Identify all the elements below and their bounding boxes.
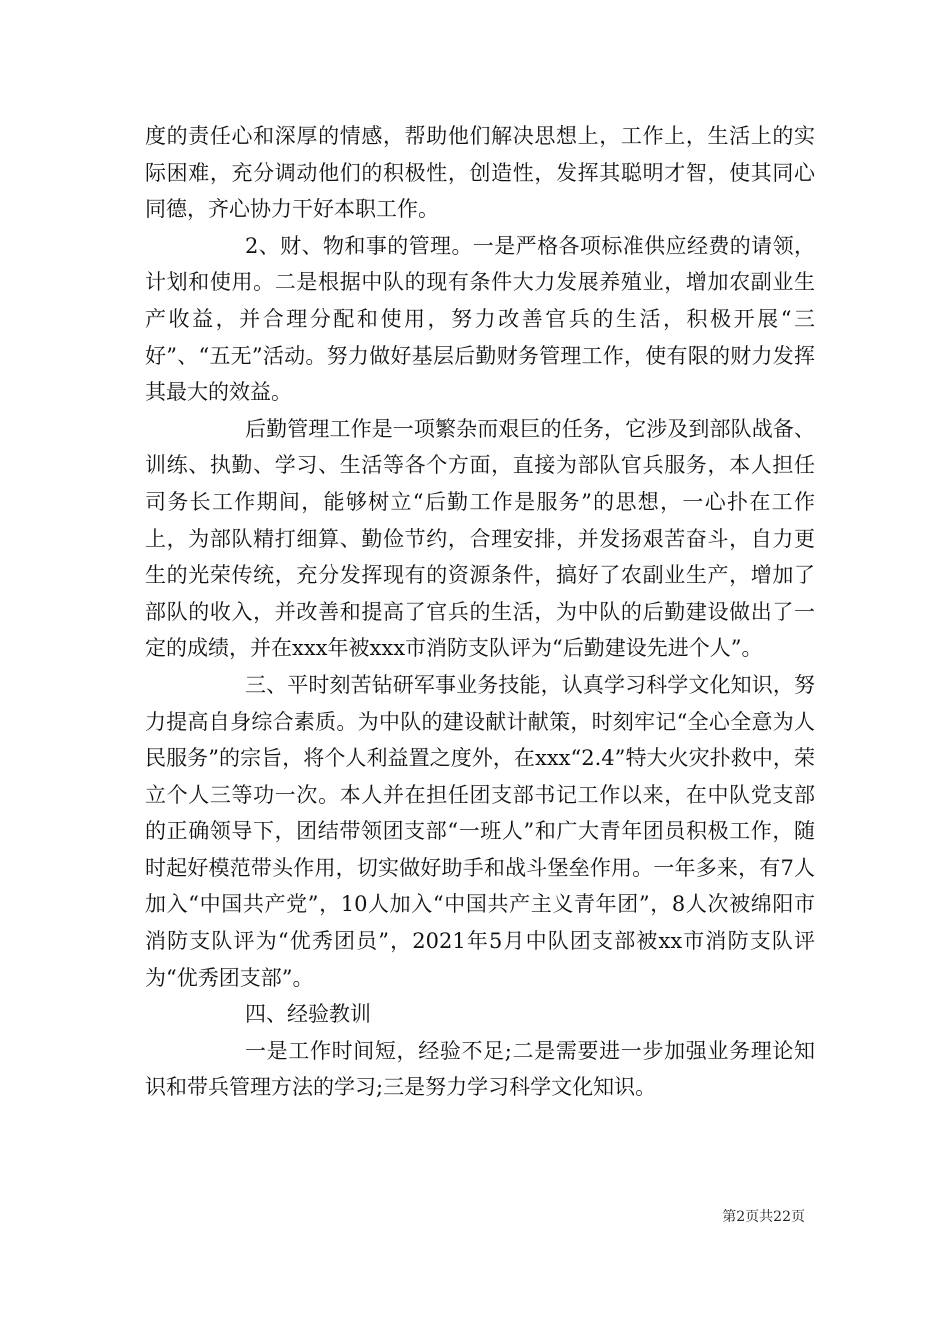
- page-number: 第2页共22页: [722, 1209, 805, 1225]
- section-heading-lessons: 四、经验教训: [245, 1002, 371, 1027]
- paragraph-finance-management: 2、财、物和事的管理。一是严格各项标准供应经费的请领，计划和使用。二是根据中队的现有条件大力发展养殖业，增加农副业生产收益，并合理分配和使用，努力改善官兵的生活，积极开展“三好”、“五无”活动。努力做好基层后勤财务管理工作，使有限的财力发挥其最大的效益。: [145, 233, 815, 405]
- paragraph-lessons: 一是工作时间短，经验不足;二是需要进一步加强业务理论知识和带兵管理方法的学习;三是努力学习科学文化知识。: [145, 1038, 815, 1100]
- document-body: [145, 118, 815, 1106]
- paragraph-section-three: 三、平时刻苦钻研军事业务技能，认真学习科学文化知识，努力提高自身综合素质。为中队的建设献计献策，时刻牢记“全心全意为人民服务”的宗旨，将个人利益置之度外，在xxx“2.4”特大火灾扑救中，荣立个人三等功一次。本人并在担任团支部书记工作以来，在中队党支部的正确领导下，团结带领团支部“一班人”和广大青年团员积极工作，随时起好模范带头作用，切实做好助手和战斗堡垒作用。一年多来，有7人加入“中国共产党”，10人加入“中国共产主义青年团”，8人次被绵阳市消防支队评为“优秀团员”，2021年5月中队团支部被xx市消防支队评为“优秀团支部”。: [145, 672, 815, 990]
- paragraph-logistics-work: 后勤管理工作是一项繁杂而艰巨的任务，它涉及到部队战备、训练、执勤、学习、生活等各个方面，直接为部队官兵服务，本人担任司务长工作期间，能够树立“后勤工作是服务”的思想，一心扑在工作上，为部队精打细算、勤俭节约，合理安排，并发扬艰苦奋斗，自力更生的光荣传统，充分发挥现有的资源条件，搞好了农副业生产，增加了部队的收入，并改善和提高了官兵的生活，为中队的后勤建设做出了一定的成绩，并在xxx年被xxx市消防支队评为“后勤建设先进个人”。: [145, 416, 815, 661]
- paragraph-continuation: 度的责任心和深厚的情感，帮助他们解决思想上，工作上，生活上的实际困难，充分调动他们的积极性，创造性，发挥其聪明才智，使其同心同德，齐心协力干好本职工作。: [145, 124, 815, 222]
